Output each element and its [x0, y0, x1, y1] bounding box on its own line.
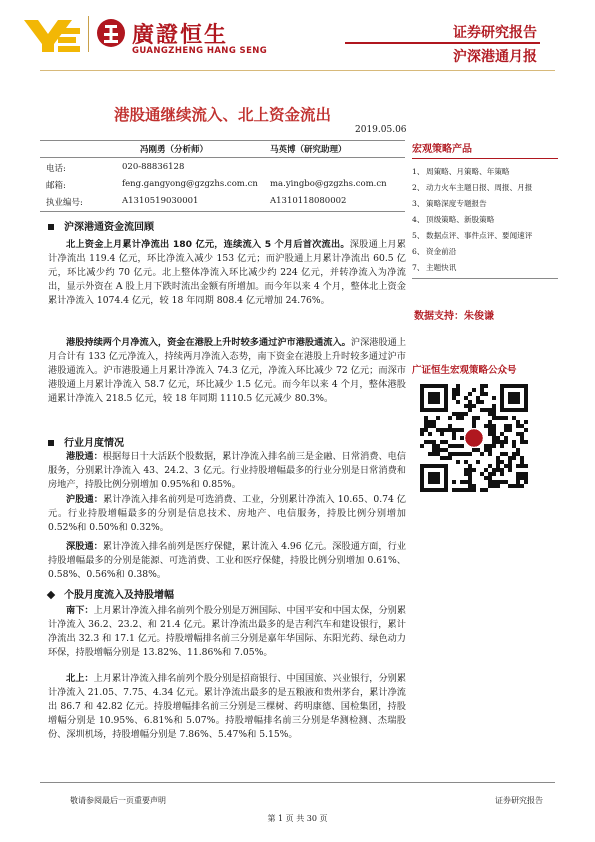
sidebar-item: 1、 周策略、月策略、年策略 — [412, 167, 510, 176]
report-series: 沪深港通月报 — [453, 49, 537, 65]
phone-label: 电话: — [46, 164, 66, 174]
header-rule — [345, 42, 540, 44]
sidebar-item: 2、 动力火车主题日报、周报、月报 — [412, 183, 533, 192]
author-table-mid-rule — [40, 157, 405, 158]
paragraph-northbound: 北上资金上月累计净流出 180 亿元，连续流入 5 个月后首次流出。深股通上月累计净流出 119.4 亿元，环比净流入减少 153 亿元；而沪股通上月累计净流出 60.5 亿元，环比减少约 70 亿元。北上整体净流入环比减少约 224 亿元，并转净流入为净流出，显示外资在 A 股上月下跌时流出金额有所增加。而今年以来 4 个月，整体北上资金累计净流入 1074.4 亿元，较 18 年同期 808.4 亿元增加 24.76%。 — [48, 239, 406, 307]
report-date: 2019.05.06 — [355, 125, 407, 135]
analyst-name: 冯刚勇（分析师） — [140, 145, 209, 155]
brand-name-cn: 廣證恒生 — [132, 23, 229, 48]
analyst-email[interactable]: feng.gangyong@gzgzhs.com.cn — [122, 179, 258, 189]
logo-divider — [88, 16, 89, 52]
hang-seng-seal-icon — [96, 16, 126, 50]
section-heading-industry: 行业月度情况 — [48, 434, 124, 449]
sidebar-products — [412, 140, 558, 279]
sidebar-item: 5、 数据点评、事件点评、要闻速评 — [412, 231, 533, 240]
sidebar-item: 3、 策略深度专题报告 — [412, 199, 487, 208]
paragraph-sh-connect-industry: 沪股通：累计净流入排名前列是可选消费、工业，分别累计净流入 10.65、0.74 亿元。行业持股增幅最多的分别是信息技术、房地产、电信服务，持股比例分别增加 0.52%和 0.50%和 0.32%。 — [48, 494, 406, 534]
email-label: 邮箱: — [46, 181, 66, 191]
qr-code-title: 广证恒生宏观策略公众号 — [412, 365, 517, 376]
sidebar-item: 7、 主题快讯 — [412, 263, 457, 272]
diamond-bullet-icon — [47, 591, 55, 599]
assistant-name: 马英博（研究助理） — [270, 145, 347, 155]
data-support-credit: 数据支持：朱俊谦 — [414, 311, 494, 322]
footer-rule — [40, 782, 555, 783]
page-number: 第 1 页 共 30 页 — [267, 814, 328, 823]
footer-disclaimer[interactable]: 敬请参阅最后一页重要声明 — [70, 796, 166, 805]
wechat-qr-code-icon[interactable] — [420, 384, 528, 492]
author-row-license — [40, 196, 405, 210]
footer-label: 证券研究报告 — [495, 796, 543, 805]
guangzheng-ye-logo-icon — [22, 14, 82, 54]
author-names-row — [40, 143, 405, 157]
sidebar-rule — [412, 278, 558, 279]
paragraph-northbound-stocks: 北上：上月累计净流入排名前列个股分别是招商银行、中国国旅、兴业银行，分别累计净流入 21.05、7.75、4.34 亿元。累计净流出最多的是五粮液和贵州茅台，累计净流出 86.7 和 42.82 亿元。持股增幅排名前三分别是三棵树、药明康德、国检集团，持股增幅分别是 10.95%、6.81%和 5.07%。持股增幅排名前三分别是华测检测、杰瑞股份、深圳机场，持股增幅分别是 7.86%、5.47%和 5.15%。 — [48, 673, 407, 741]
author-row-email — [40, 179, 405, 193]
header-divider — [40, 70, 555, 71]
author-table-top-rule — [40, 140, 405, 141]
paragraph-sz-connect-industry: 深股通：累计净流入排名前列是医疗保健，累计流入 4.96 亿元。深股通方面，行业持股增幅最多的分别是能源、可选消费、工业和医疗保健，持股比例分别增加 0.61%、0.58%、0.56%和 0.38%。 — [48, 541, 407, 581]
assistant-license: A1310118080002 — [270, 196, 347, 206]
sidebar-product-list — [412, 164, 558, 276]
section-heading-stocks: 个股月度流入及持股增幅 — [48, 586, 174, 601]
sidebar-item: 4、 顶级策略、新股策略 — [412, 215, 495, 224]
analyst-license: A1310519030001 — [122, 196, 199, 206]
paragraph-southbound: 港股持续两个月净流入，资金在港股上升时较多通过沪市港股通流入。沪深港股通上月合计有 133 亿元净流入，持续两月净流入态势，南下资金在港股上升时较多通过沪市港股通流入。沪市港股通上月累计净流入 74.3 亿元，净流入环比减少 72 亿元；而深市港股通上月累计净流入 58.7 亿元，环比减少 1.5 亿元。而今年以来 4 个月，整体港股通累计净流入 218.5 亿元，较 18 年同期 1110.5 亿元减少 80.3%。 — [48, 337, 407, 405]
paragraph-southbound-stocks: 南下：上月累计净流入排名前列个股分别是万洲国际、中国平安和中国太保，分别累计净流入 36.2、23.2、和 21.4 亿元。累计净流出最多的是吉利汽车和建设银行，累计净流出 32.3 和 17.1 亿元。持股增幅排名前三分别是嘉年华国际、东阳光药、绿色动力环保，持股增幅分别是 13.82%、11.86%和 7.05%。 — [48, 605, 407, 659]
analyst-phone: 020-88836128 — [122, 162, 185, 172]
author-row-phone — [40, 162, 405, 176]
report-title: 港股通继续流入、北上资金流出 — [113, 106, 331, 124]
paragraph-hk-connect-industry: 港股通：根据每日十大活跃个股数据，累计净流入排名前三是金融、日常消费、电信服务，分别累计净流入 43、24.2、3 亿元。行业持股增幅最多的行业分别是日常消费和房地产，持股比例分别增加 0.95%和 0.85%。 — [48, 451, 407, 491]
square-bullet-icon — [48, 224, 54, 230]
sidebar-item: 6、 资金前沿 — [412, 247, 457, 256]
license-label: 执业编号: — [46, 198, 83, 208]
brand-name-en: GUANGZHENG HANG SENG — [132, 46, 268, 56]
sidebar-title: 宏观策略产品 — [412, 140, 558, 159]
page-header — [0, 0, 595, 70]
report-type: 证券研究报告 — [453, 25, 537, 41]
author-table-bottom-rule — [40, 211, 405, 212]
section-heading-fund-flow: 沪深港通资金流回顾 — [48, 218, 154, 233]
assistant-email[interactable]: ma.yingbo@gzgzhs.com.cn — [270, 179, 387, 189]
square-bullet-icon — [48, 440, 54, 446]
